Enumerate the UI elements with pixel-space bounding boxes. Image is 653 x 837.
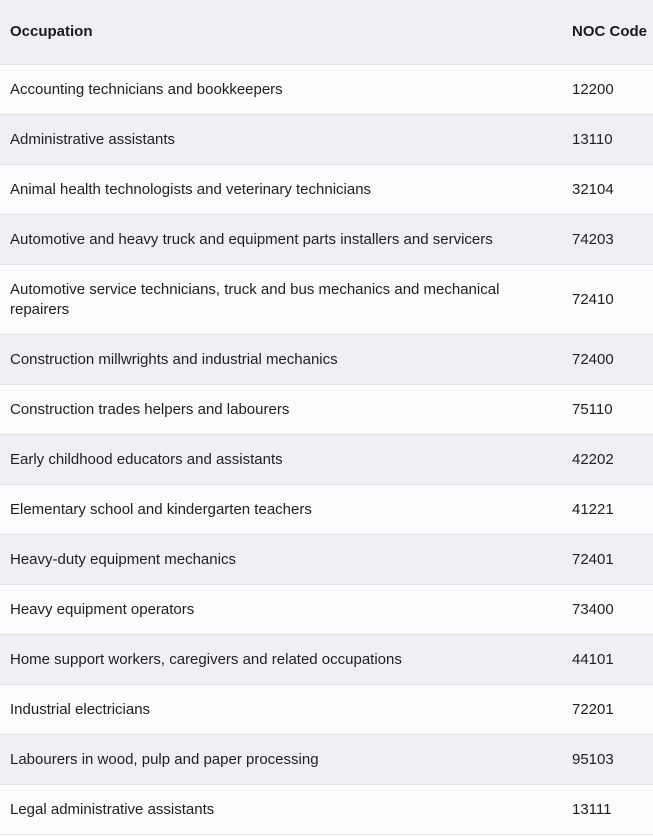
noc-code-cell: 32104 <box>562 165 653 215</box>
table-row <box>0 635 653 685</box>
table-row <box>0 535 653 585</box>
table-row <box>0 65 653 115</box>
table-row <box>0 265 653 335</box>
occupation-cell: Industrial electricians <box>0 685 562 735</box>
noc-code-cell: 13110 <box>562 115 653 165</box>
table-row <box>0 435 653 485</box>
noc-code-cell: 95103 <box>562 735 653 785</box>
occupation-cell: Accounting technicians and bookkeepers <box>0 65 562 115</box>
occupation-column-header: Occupation <box>0 0 562 65</box>
table-row <box>0 115 653 165</box>
table-row <box>0 335 653 385</box>
occupation-cell: Heavy equipment operators <box>0 585 562 635</box>
table-row <box>0 215 653 265</box>
occupation-cell: Automotive service technicians, truck and bus mechanics and mechanical repairers <box>0 265 562 335</box>
noc-code-cell: 41221 <box>562 485 653 535</box>
noc-code-cell: 72401 <box>562 535 653 585</box>
noc-code-cell: 13111 <box>562 785 653 835</box>
occupation-cell: Home support workers, caregivers and related occupations <box>0 635 562 685</box>
noc-code-cell: 72400 <box>562 335 653 385</box>
occupation-cell: Elementary school and kindergarten teachers <box>0 485 562 535</box>
noc-code-cell: 75110 <box>562 385 653 435</box>
table-row <box>0 785 653 835</box>
noc-code-cell: 73400 <box>562 585 653 635</box>
occupation-cell: Animal health technologists and veterinary technicians <box>0 165 562 215</box>
occupation-cell: Heavy-duty equipment mechanics <box>0 535 562 585</box>
occupation-cell: Construction millwrights and industrial mechanics <box>0 335 562 385</box>
occupation-cell: Automotive and heavy truck and equipment parts installers and servicers <box>0 215 562 265</box>
occupation-cell: Construction trades helpers and labourers <box>0 385 562 435</box>
table-header-row <box>0 0 653 65</box>
noc-code-cell: 42202 <box>562 435 653 485</box>
table-row <box>0 165 653 215</box>
table-row <box>0 485 653 535</box>
noc-code-cell: 74203 <box>562 215 653 265</box>
table-row <box>0 585 653 635</box>
noc-code-cell: 12200 <box>562 65 653 115</box>
occupation-cell: Administrative assistants <box>0 115 562 165</box>
occupation-cell: Labourers in wood, pulp and paper processing <box>0 735 562 785</box>
noc-code-column-header: NOC Code <box>562 0 653 65</box>
noc-code-cell: 72410 <box>562 265 653 335</box>
table-row <box>0 685 653 735</box>
table-row <box>0 735 653 785</box>
noc-code-cell: 44101 <box>562 635 653 685</box>
occupation-cell: Early childhood educators and assistants <box>0 435 562 485</box>
occupation-cell: Legal administrative assistants <box>0 785 562 835</box>
table-row <box>0 385 653 435</box>
noc-code-cell: 72201 <box>562 685 653 735</box>
